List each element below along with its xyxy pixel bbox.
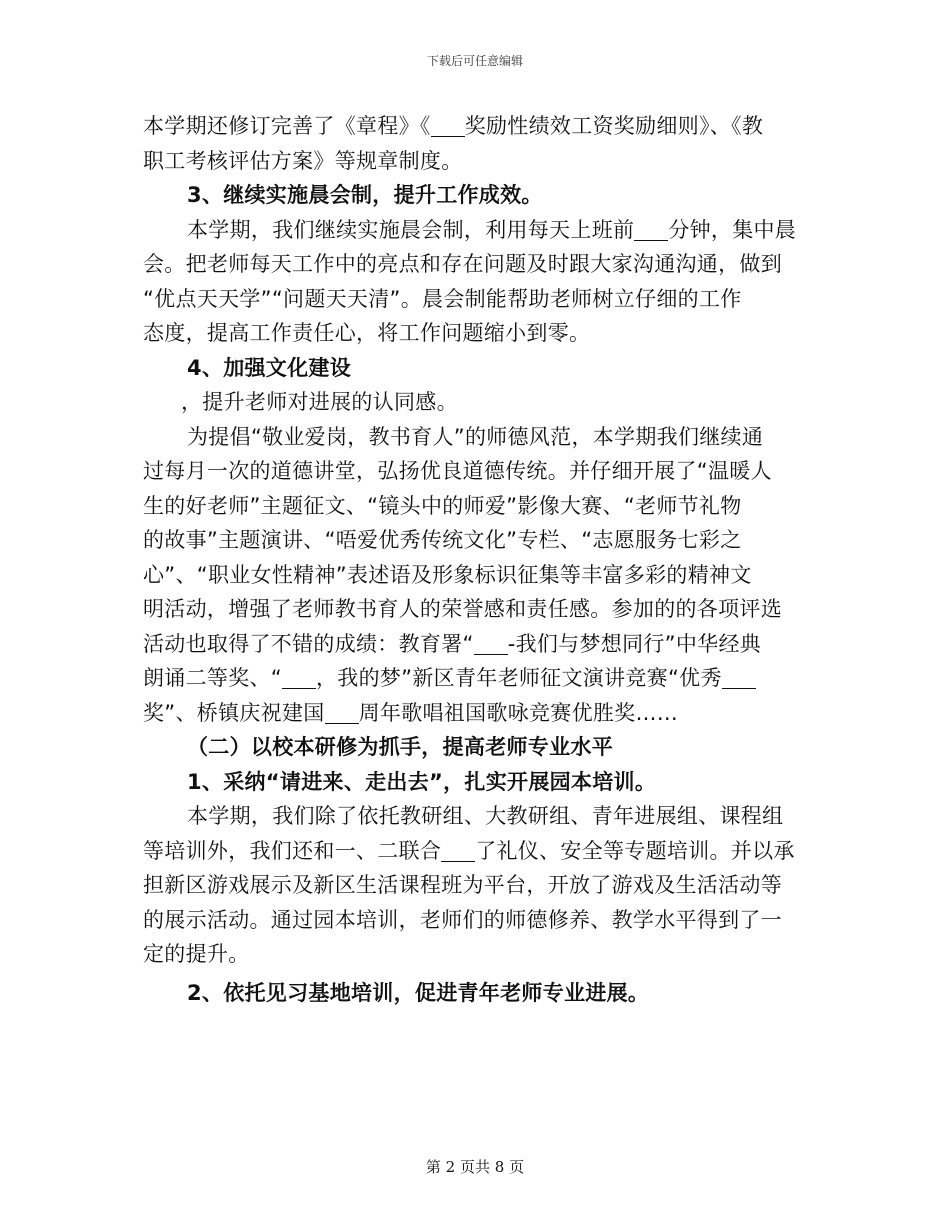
text-line: 明活动，增强了老师教书育人的荣誉感和责任感。参加的的各项评选	[143, 597, 782, 621]
blank-underline	[282, 666, 316, 689]
text-line: 的展示活动。通过园本培训，老师们的师德修养、教学水平得到了一	[143, 907, 782, 932]
text-line: 为提倡“敬业爱岗，教书育人”的师德风范，本学期我们继续通	[187, 424, 764, 449]
text-line: 过每月一次的道德讲堂，弘扬优良道德传统。并仔细开展了“温暖人	[143, 459, 772, 483]
blank-underline	[325, 701, 359, 724]
text-line: 朗诵二等奖、“ ，我的梦”新区青年老师征文演讲竞赛“优秀	[143, 661, 808, 696]
text-line: 的故事”主题演讲、“唔爱优秀传统文化”专栏、“志愿服务七彩之	[143, 528, 742, 552]
text-line: 等培训外，我们还和一、二联合 了礼仪、安全等专题培训。并以承	[143, 838, 795, 863]
text-line: 会。把老师每天工作中的亮点和存在问题及时跟大家沟通沟通，做到	[143, 252, 782, 276]
header-note: 下载后可任意编辑	[426, 54, 523, 68]
section-heading: （二）以校本研修为抓手，提高老师专业水平	[187, 735, 613, 759]
blank-underline	[722, 666, 756, 689]
body-text	[143, 109, 808, 1010]
blank-underline	[441, 839, 475, 862]
text-line: 本学期，我们继续实施晨会制，利用每天上班前 分钟，集中晨	[187, 217, 797, 242]
text-line: 职工考核评估方案》等规章制度。	[143, 148, 463, 173]
page-footer: 第 2 页共 8 页	[425, 1158, 525, 1176]
text-line: 本学期，我们除了依托教研组、大教研组、青年进展组、课程组	[187, 804, 784, 828]
text-line: 生的好老师”主题征文、“镜头中的师爱”影像大赛、“老师节礼物	[143, 493, 742, 518]
text-line: 本学期还修订完善了《章程》《 奖励性绩效工资奖励细则》、《教	[143, 114, 764, 138]
text-line: 心”、“职业女性精神”表述语及形象标识征集等丰富多彩的精神文	[143, 562, 752, 587]
text-line: 定的提升。	[143, 942, 250, 966]
text-line: 活动也取得了不错的成绩：教育署“ -我们与梦想同行”中华经典	[143, 631, 762, 656]
blank-underline	[634, 218, 668, 241]
section-heading: 1、采纳“请进来、走出去”，扎实开展园本培训。	[187, 769, 657, 794]
section-heading: 3、继续实施晨会制，提升工作成效。	[187, 183, 543, 207]
section-heading: 4、加强文化建设	[187, 355, 352, 380]
text-line: 态度，提高工作责任心，将工作问题缩小到零。	[143, 321, 591, 345]
text-line: ，提升老师对进展的认同感。	[181, 390, 458, 414]
text-line: “优点天天学”“问题天天清”。晨会制能帮助老师树立仔细的工作	[143, 286, 742, 311]
blank-underline	[474, 632, 508, 655]
blank-underline	[431, 114, 465, 137]
text-line: 担新区游戏展示及新区生活课程班为平台，开放了游戏及生活活动等	[143, 873, 782, 897]
section-heading: 2、依托见习基地培训，促进青年老师专业进展。	[187, 980, 650, 1005]
text-line: 奖”、桥镇庆祝建国 周年歌唱祖国歌咏竞赛优胜奖……	[143, 700, 679, 725]
